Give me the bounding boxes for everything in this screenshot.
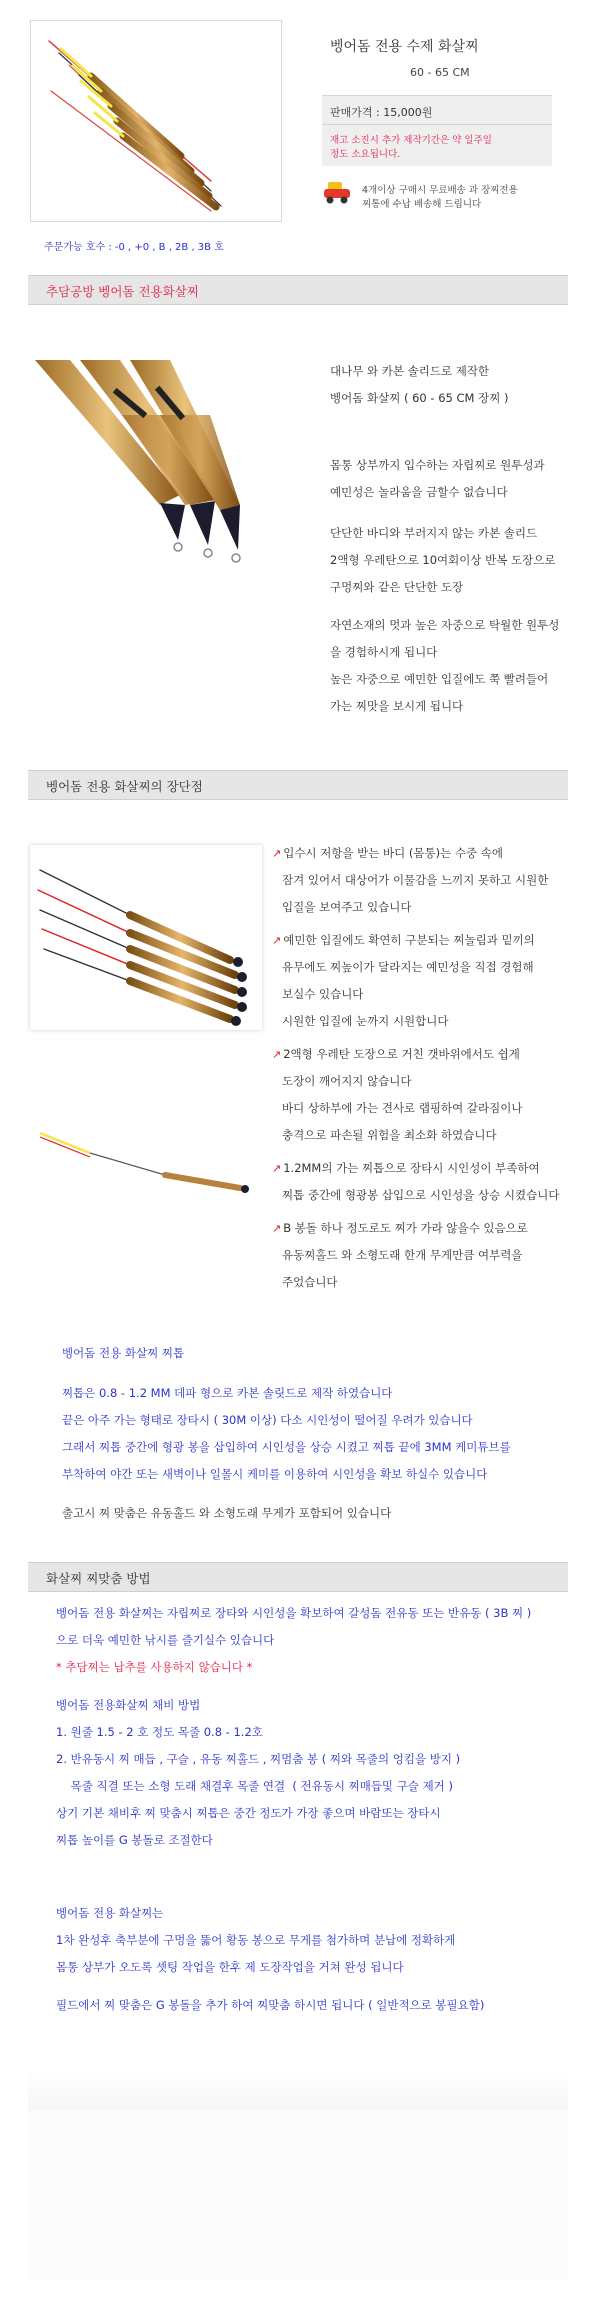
pro-line: 유무에도 찌높이가 달라지는 예민성을 직접 경험해 <box>282 960 534 974</box>
rig-line: 찌톱 높이를 G 봉돌로 조절한다 <box>56 1833 213 1847</box>
product-image <box>30 20 282 222</box>
pro-line: 바디 상하부에 가는 견사로 랩핑하여 갈라짐이나 <box>282 1101 523 1115</box>
section-header-intro <box>28 275 568 305</box>
intro-text <box>330 358 580 412</box>
pro-item-3 <box>272 1041 592 1149</box>
pro-line: 유동찌홀드 와 소형도래 한개 무게만큼 여부력을 <box>282 1248 523 1262</box>
arrow-icon: ↗ <box>272 934 282 947</box>
rig-line: 상기 기본 채비후 찌 맞춤시 찌톱은 중간 정도가 가장 좋으며 바람또는 장타시 <box>56 1806 441 1820</box>
pro-item-2 <box>272 927 592 1035</box>
order-options: 주문가능 호수 : -0 , +0 , B , 2B , 3B 호 <box>44 242 224 253</box>
top-line: 그래서 찌톱 중간에 형광 봉을 삽입하여 시인성을 상승 시켰고 찌톱 끝에 3MM 케미튜브를 <box>62 1440 511 1454</box>
top-heading: 벵어돔 전용 화살찌 찌톱 <box>62 1346 185 1360</box>
notes-section <box>56 1900 586 1981</box>
top-section <box>62 1340 582 1367</box>
pro-line: 찌톱 중간에 형광봉 삽입으로 시인성을 상승 시켰습니다 <box>282 1188 560 1202</box>
rod-closeup-image <box>30 355 300 585</box>
note-heading: 벵어돔 전용 화살찌는 <box>56 1906 164 1920</box>
shipping-note-1: 4개이상 구매시 무료배송 과 장찌전용 <box>362 185 518 196</box>
para-line: 가는 찌맛을 보시게 됩니다 <box>330 699 464 713</box>
balance-note: 출고시 찌 맞춤은 유동홀드 와 소형도래 무게가 포함되어 있습니다 <box>62 1506 392 1520</box>
intro-line: 벵어돔 화살찌 ( 60 - 65 CM 장찌 ) <box>330 391 509 405</box>
single-rod-image <box>35 1125 265 1195</box>
para-line: 2액형 우레탄으로 10여회이상 반복 도장으로 <box>330 553 556 567</box>
bottom-shade <box>28 2070 568 2110</box>
para-line: 예민성은 놀라움을 금할수 없습니다 <box>330 485 508 499</box>
arrow-icon: ↗ <box>272 847 282 860</box>
arrow-icon: ↗ <box>272 1162 282 1175</box>
balancing-intro <box>56 1600 586 1681</box>
product-price: 판매가격 : 15,000원 <box>330 106 433 119</box>
balancing-warning: * 추담찌는 납추를 사용하지 않습니다 * <box>56 1660 253 1674</box>
balancing-line: 으로 더욱 예민한 낚시를 즐기실수 있습니다 <box>56 1633 275 1647</box>
pro-item-5 <box>272 1215 592 1296</box>
intro-para-1 <box>330 452 580 506</box>
rig-line: 1. 원줄 1.5 - 2 호 정도 목줄 0.8 - 1.2호 <box>56 1725 263 1739</box>
stock-notice-2: 정도 소요됩니다. <box>330 149 401 160</box>
bottom-blank-area <box>28 2110 568 2280</box>
rig-line: 목줄 직결 또는 소형 도래 채결후 목줄 연결 ( 전유동시 찌매듭및 구슬 제거 ) <box>56 1779 453 1793</box>
arrow-icon: ↗ <box>272 1222 282 1235</box>
top-lines <box>62 1380 587 1488</box>
arrow-icon: ↗ <box>272 1048 282 1061</box>
pro-item-4 <box>272 1155 592 1209</box>
rig-line: 2. 반유동시 찌 매듭 , 구슬 , 유동 찌홀드 , 찌멈춤 봉 ( 찌와 목줄의 엉킴을 방지 ) <box>56 1752 461 1766</box>
rods-illustration <box>31 21 281 221</box>
balancing-line: 벵어돔 전용 화살찌는 자립찌로 장타와 시인성을 확보하여 갈성돔 전유동 또는 반유동 ( 3B 찌 ) <box>56 1606 532 1620</box>
top-line: 찌톱은 0.8 - 1.2 MM 데파 형으로 카본 솔릿드로 제작 하였습니다 <box>62 1386 393 1400</box>
pro-line: 입수시 저항을 받는 바디 (몸통)는 수중 속에 <box>283 846 503 860</box>
intro-line: 대나무 와 카본 솔리드로 제작한 <box>330 364 490 378</box>
pro-line: 주었습니다 <box>282 1275 338 1289</box>
note-line: 1차 완성후 축부분에 구멍을 뚫어 황동 봉으로 무게를 첨가하며 분납에 정확하게 <box>56 1933 456 1947</box>
pro-line: B 봉돌 하나 정도로도 찌가 가라 않을수 있음으로 <box>283 1221 528 1235</box>
pro-line: 잠겨 있어서 대상어가 이물감을 느끼지 못하고 시원한 <box>282 873 549 887</box>
para-line: 자연소재의 멋과 높은 자중으로 탁월한 원투성 <box>330 618 560 632</box>
section-header-pros-cons <box>28 770 568 800</box>
pro-line: 충격으로 파손될 위험을 최소화 하였습니다 <box>282 1128 497 1142</box>
car-icon <box>322 180 352 206</box>
price-divider <box>322 124 552 125</box>
section-title-pros-cons: 벵어돔 전용 화살찌의 장단점 <box>46 779 203 794</box>
note-line: 몸통 상부가 오도록 셋팅 작업을 한후 제 도장작업을 거쳐 완성 됩니다 <box>56 1960 404 1974</box>
pro-item-1 <box>272 840 592 921</box>
price-box <box>322 95 552 166</box>
top-line: 끝은 아주 가는 형태로 장타시 ( 30M 이상) 다소 시인성이 떨어질 우려가 있습니다 <box>62 1413 473 1427</box>
para-line: 단단한 바디와 부러지지 않는 카본 솔리드 <box>330 526 538 540</box>
para-line: 을 경험하시게 됩니다 <box>330 645 438 659</box>
field-note: 필드에서 찌 맞춤은 G 봉돌을 추가 하여 찌맞춤 하시면 됩니다 ( 일반적으로 봉필요함) <box>56 1998 485 2012</box>
section-title-intro: 추담공방 벵어돔 전용화살찌 <box>46 284 199 299</box>
pros-list <box>272 840 592 1296</box>
product-title: 벵어돔 전용 수제 화살찌 <box>330 39 479 55</box>
pro-line: 보실수 있습니다 <box>282 987 364 1001</box>
stock-notice-1: 재고 소진시 추가 제작기간은 약 일주일 <box>330 135 492 146</box>
intro-para-2 <box>330 520 580 601</box>
section-title-balancing: 화살찌 찌맞춤 방법 <box>46 1571 151 1586</box>
pro-line: 2액형 우레탄 도장으로 거친 갯바위에서도 쉽게 <box>283 1047 520 1061</box>
pro-line: 입질을 보여주고 있습니다 <box>282 900 412 914</box>
product-size: 60 - 65 CM <box>410 66 470 79</box>
intro-para-3 <box>330 612 580 720</box>
rig-method <box>56 1692 586 1854</box>
section-header-balancing <box>28 1562 568 1592</box>
shipping-note-2: 찌통에 수납 배송해 드립니다 <box>362 199 482 210</box>
para-line: 몸통 상부까지 입수하는 자립찌로 원투성과 <box>330 458 545 472</box>
pro-line: 시원한 입질에 눈까지 시원합니다 <box>282 1014 449 1028</box>
para-line: 높은 자중으로 예민한 입질에도 쭉 빨려들어 <box>330 672 549 686</box>
top-line: 부착하여 야간 또는 새벽이나 일몰시 케미를 이용하여 시인성을 확보 하실수 있습니다 <box>62 1467 488 1481</box>
pro-line: 도장이 깨어지지 않습니다 <box>282 1074 412 1088</box>
pro-line: 1.2MM의 가는 찌톱으로 장타시 시인성이 부족하여 <box>283 1161 540 1175</box>
rods-bundle-image <box>30 845 262 1030</box>
pro-line: 예민한 입질에도 확연히 구분되는 찌놀림과 밑끼의 <box>283 933 535 947</box>
rig-heading: 벵어돔 전용화살찌 채비 방법 <box>56 1698 201 1712</box>
para-line: 구멍찌와 같은 단단한 도장 <box>330 580 464 594</box>
